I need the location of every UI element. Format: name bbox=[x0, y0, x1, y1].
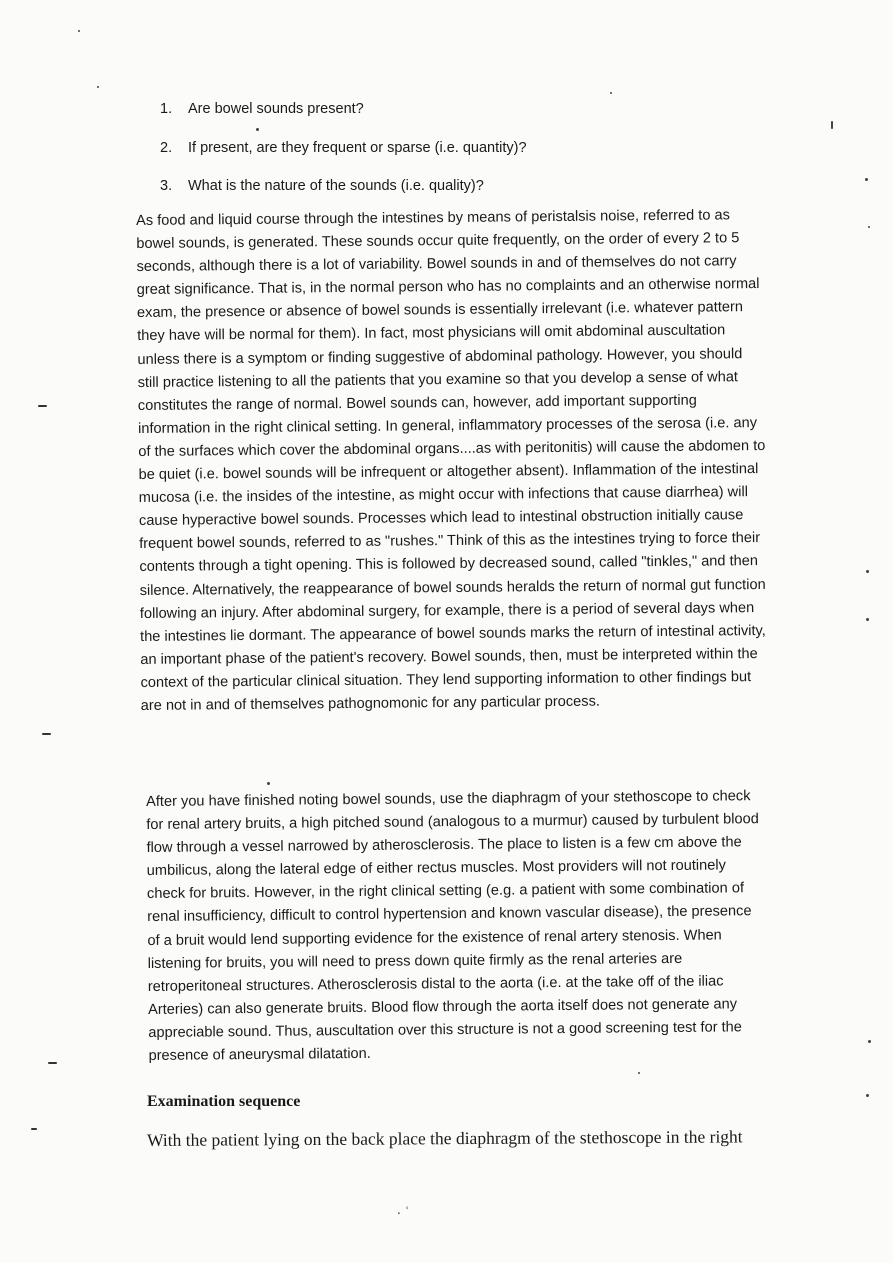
scan-speck bbox=[866, 570, 869, 573]
scan-mark bbox=[48, 1062, 57, 1064]
scan-speck bbox=[868, 226, 870, 228]
scan-speck bbox=[256, 128, 259, 131]
list-number: 1. bbox=[160, 101, 173, 117]
examination-sequence-text: With the patient lying on the back place the diaphragm of the stethoscope in the right bbox=[147, 1126, 743, 1150]
list-number: 2. bbox=[160, 139, 173, 156]
scan-speck bbox=[868, 1040, 871, 1043]
scan-mark bbox=[42, 733, 51, 735]
scan-speck bbox=[267, 782, 270, 785]
scan-speck bbox=[866, 1094, 869, 1097]
scan-speck bbox=[638, 1072, 640, 1074]
list-text: Are bowel sounds present? bbox=[188, 101, 364, 117]
scan-mark bbox=[38, 405, 47, 407]
list-text: If present, are they frequent or sparse (i.e. quantity)? bbox=[188, 139, 527, 156]
list-number: 3. bbox=[160, 178, 173, 194]
question-list bbox=[160, 100, 720, 216]
page-mark: ∙ ʿ bbox=[397, 1204, 410, 1220]
scan-speck bbox=[866, 618, 869, 621]
list-item bbox=[160, 139, 720, 178]
bowel-sounds-paragraph: As food and liquid course through the intestines by means of peristalsis noise, referred to as bowel sounds, is generated. These sounds occur quite frequently, on the order of every 2 to 5 seconds, although there is a lot of variability. Bowel sounds in and of themselves do not carry great significance. That is, in the normal person who has no complaints and an otherwise normal exam, the presence or absence of bowel sounds is essentially irrelevant (i.e. whatever pattern they have will be normal for them). In fact, most physicians will omit abdominal auscultation unless there is a symptom or finding suggestive of abdominal pathology. However, you should still practice listening to all the patients that you examine so that you develop a sense of what constitutes the range of normal. Bowel sounds can, however, add important supporting information in the right clinical setting. In general, inflammatory processes of the serosa (i.e. any of the surfaces which cover the abdominal organs....as with peritonitis) will cause the abdomen to be quiet (i.e. bowel sounds will be infrequent or altogether absent). Inflammation of the intestinal mucosa (i.e. the insides of the intestine, as might occur with infections that cause diarrhea) will cause hyperactive bowel sounds. Processes which lead to intestinal obstruction initially cause frequent bowel sounds, referred to as "rushes." Think of this as the intestines trying to force their contents through a tight opening. This is followed by decreased sound, called "tinkles," and then silence. Alternatively, the reappearance of bowel sounds heralds the return of normal gut function following an injury. After abdominal surgery, for example, there is a period of several days when the intestines lie dormant. The appearance of bowel sounds marks the return of intestinal activity, an important phase of the patient's recovery. Bowel sounds, then, must be interpreted within the context of the particular clinical situation. They lend supporting information to other findings but are not in and of themselves pathognomonic for any particular process. bbox=[136, 207, 766, 714]
scan-speck bbox=[831, 121, 833, 129]
list-text: What is the nature of the sounds (i.e. quality)? bbox=[188, 178, 484, 194]
scan-speck bbox=[865, 178, 868, 181]
scan-speck bbox=[78, 30, 80, 32]
renal-bruits-paragraph: After you have finished noting bowel sounds, use the diaphragm of your stethoscope to check for renal artery bruits, a high pitched sound (analogous to a murmur) caused by turbulent blood flow through a vessel narrowed by atherosclerosis. The place to listen is a few cm above the umbilicus, along the lateral edge of either rectus muscles. Most providers will not routinely check for bruits. However, in the right clinical setting (e.g. a patient with some combination of renal insufficiency, difficult to control hypertension and known vascular disease), the presence of a bruit would lend supporting evidence for the existence of renal artery stenosis. When listening for bruits, you will need to press down quite firmly as the renal arteries are retroperitoneal structures. Atherosclerosis distal to the aorta (i.e. at the take off of the iliac Arteries) can also generate bruits. Blood flow through the aorta itself does not generate any appreciable sound. Thus, auscultation over this structure is not a good screening test for the presence of aneurysmal dilatation. bbox=[146, 788, 759, 1065]
section-heading: Examination sequence bbox=[147, 1093, 301, 1110]
scan-speck bbox=[610, 92, 612, 94]
list-item bbox=[160, 100, 720, 139]
scan-mark bbox=[31, 1128, 37, 1130]
scan-speck bbox=[97, 86, 99, 88]
